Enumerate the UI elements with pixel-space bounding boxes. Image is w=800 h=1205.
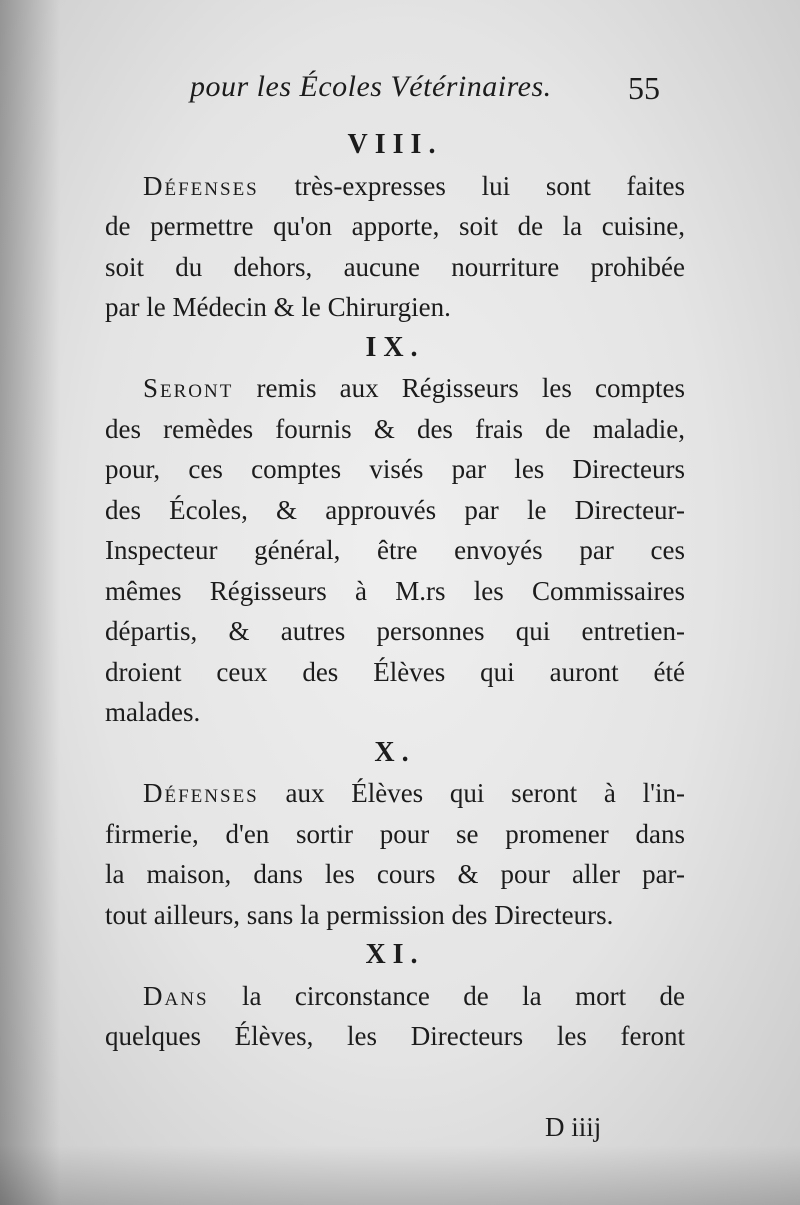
text-line: des Écoles, & approuvés par le Directeur-	[105, 494, 685, 525]
page-body	[105, 125, 685, 1057]
text-line: la maison, dans les cours & pour aller par-	[105, 859, 685, 889]
text-line: Défenses très-expresses lui sont faites	[143, 170, 685, 201]
text-line: Seront remis aux Régisseurs les comptes	[143, 373, 685, 403]
text-line: de permettre qu'on apporte, soit de la cuisine,	[105, 211, 685, 241]
signature-catchword: D iiij	[545, 1112, 602, 1142]
running-title: pour les Écoles Vétérinaires.	[190, 70, 552, 103]
text-line: quelques Élèves, les Directeurs les feront	[105, 1021, 685, 1051]
article-paragraph	[105, 976, 685, 1057]
text-line: des remèdes fournis & des frais de maladie,	[105, 413, 685, 444]
text-line: Dans la circonstance de la mort de	[143, 980, 685, 1011]
text-line: droient ceux des Élèves qui auront été	[105, 656, 685, 687]
article-number: VIII.	[347, 129, 443, 160]
text-line: malades.	[105, 697, 201, 727]
article-lead-word: Défenses	[143, 778, 259, 808]
article-number: IX.	[365, 331, 425, 363]
article-lead-word: Seront	[143, 373, 234, 403]
article-lead-word: Défenses	[143, 170, 259, 201]
spine-shadow	[0, 0, 60, 1205]
text-line: par le Médecin & le Chirurgien.	[105, 292, 451, 322]
article-number: XI.	[365, 939, 425, 970]
article-lead-word: Dans	[143, 980, 209, 1011]
article-paragraph	[105, 368, 685, 733]
text-line: tout ailleurs, sans la permission des Directeurs.	[105, 899, 614, 930]
article-paragraph	[105, 166, 685, 328]
text-line: soit du dehors, aucune nourriture prohibée	[105, 251, 685, 282]
text-line: mêmes Régisseurs à M.rs les Commissaires	[105, 575, 685, 606]
page-bottom-shadow	[0, 1145, 800, 1205]
text-line: firmerie, d'en sortir pour se promener dans	[105, 818, 685, 849]
text-line: Inspecteur général, être envoyés par ces	[105, 535, 685, 565]
article-paragraph	[105, 773, 685, 935]
text-line: départis, & autres personnes qui entretien-	[105, 616, 685, 646]
text-line: Défenses aux Élèves qui seront à l'in-	[143, 778, 685, 808]
page-header	[190, 70, 670, 120]
text-line: pour, ces comptes visés par les Directeurs	[105, 454, 685, 484]
page-number: 55	[628, 70, 660, 106]
article-number: X.	[374, 736, 416, 768]
